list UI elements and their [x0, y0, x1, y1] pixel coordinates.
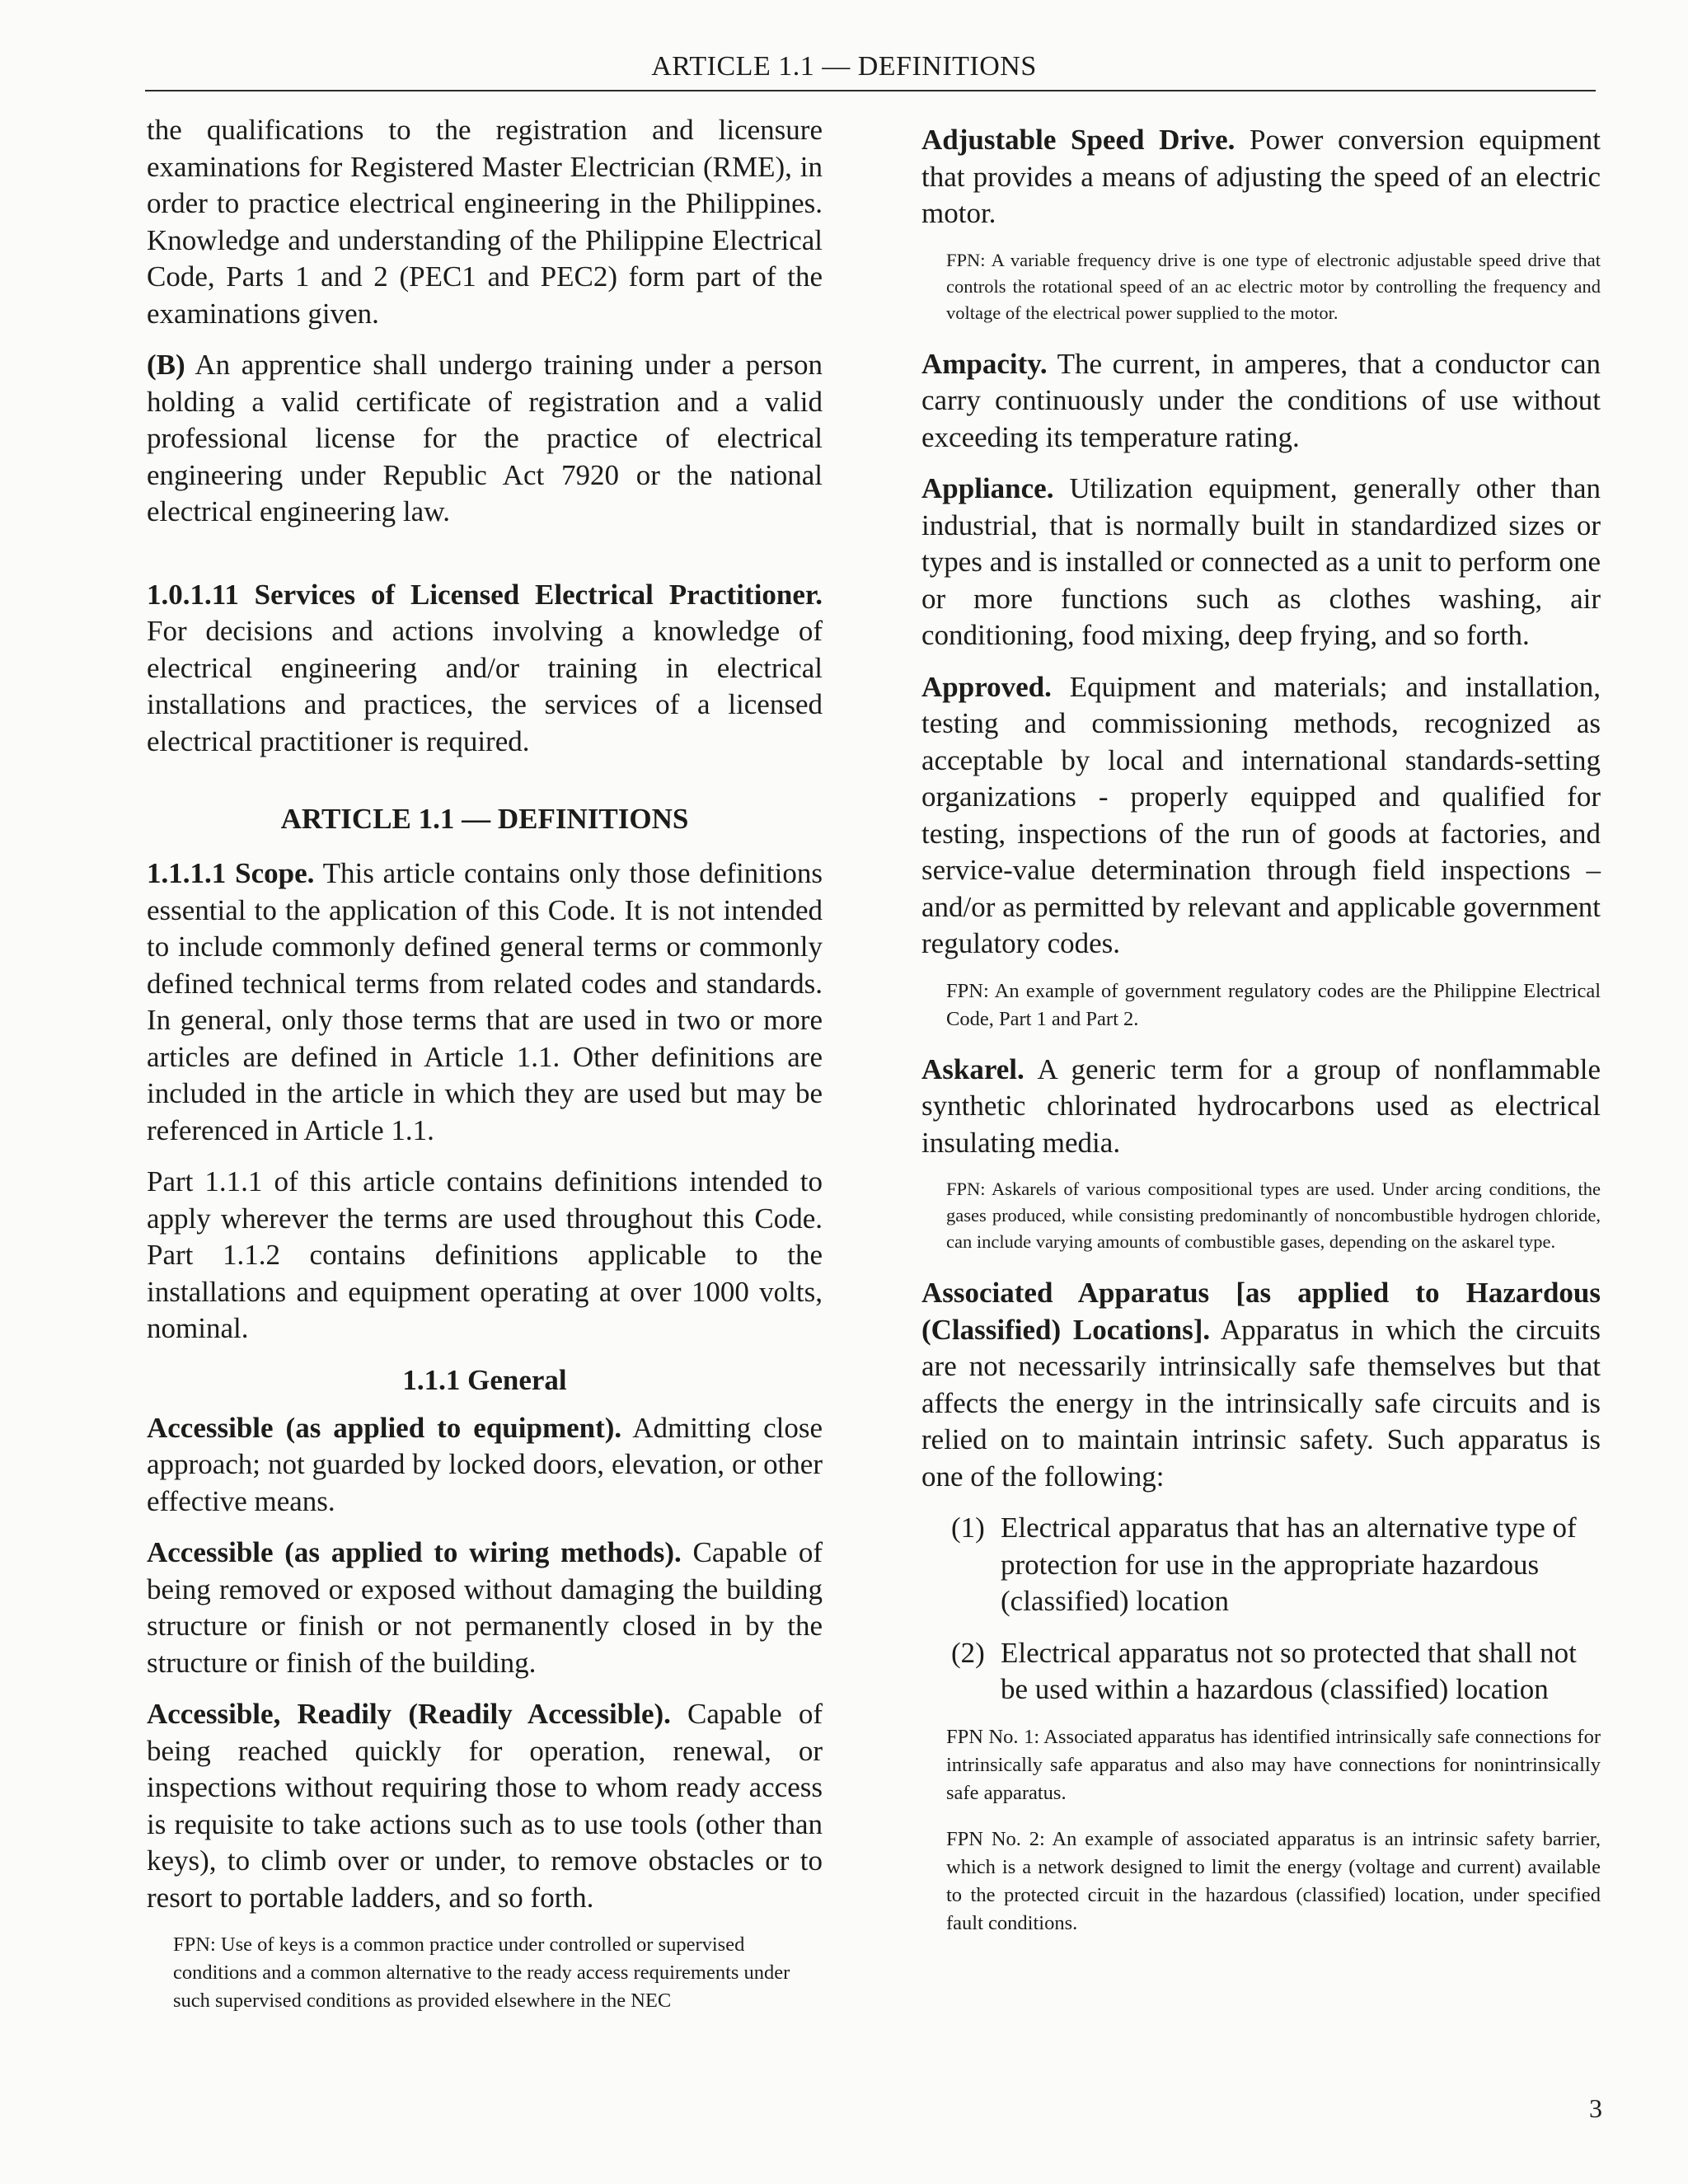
- section-1-0-1-11-text: For decisions and actions involving a knowledge of electrical engineering and/or training in electrical installations and practices, the services of a licensed electrical practitioner is required.: [147, 615, 823, 757]
- definition-text: Power conversion equipment that provides a means of adjusting the speed of an electric motor.: [921, 124, 1601, 229]
- definition-text: Admitting close approach; not guarded by locked doors, elevation, or other effective means.: [147, 1411, 823, 1517]
- left-column: [147, 112, 823, 2032]
- definition-accessible-equipment: [147, 1410, 823, 1521]
- fpn-regulatory: FPN: An example of government regulatory codes are the Philippine Electrical Code, Part 1 and Part 2.: [946, 979, 1601, 1030]
- general-heading: 1.1.1 General: [402, 1363, 567, 1396]
- scope-heading: 1.1.1.1 Scope.: [147, 857, 315, 889]
- paragraph-b-text: An apprentice shall undergo training under a person holding a valid certificate of registration and a valid professional license for the practice of electrical engineering under Republic Act 7920 or the national electrical engineering law.: [147, 349, 823, 527]
- definition-text: Utilization equipment, generally other than industrial, that is normally built in standardized sizes or types and is installed or connected as a unit to perform one or more functions such as clothes washing, air conditioning, food mixing, deep frying, and so forth.: [921, 472, 1601, 651]
- article-heading: ARTICLE 1.1 — DEFINITIONS: [280, 803, 689, 835]
- list-item-number: (1): [951, 1511, 985, 1544]
- definition-term: Associated Apparatus [as applied to Hazardous (Classified) Locations].: [921, 1277, 1601, 1346]
- definition-accessible-readily: [147, 1696, 823, 1916]
- fpn-keys: FPN: Use of keys is a common practice under controlled or supervised conditions and a common alternative to the ready access requirements under such supervised conditions as provided elsewhere in the NEC: [173, 1933, 790, 2012]
- definition-term: Ampacity.: [921, 347, 1048, 380]
- definition-appliance: [921, 471, 1601, 654]
- list-item-text: Electrical apparatus that has an alternative type of protection for use in the appropriate hazardous (classified) location: [1001, 1511, 1577, 1617]
- definition-term: Adjustable Speed Drive.: [921, 124, 1236, 156]
- header-rule: [145, 90, 1596, 91]
- right-column: [921, 122, 1601, 1956]
- definition-term: Askarel.: [921, 1052, 1025, 1085]
- definition-term: Accessible (as applied to equipment).: [147, 1411, 622, 1444]
- definition-approved: [921, 669, 1601, 963]
- definition-text: Capable of being reached quickly for operation, renewal, or inspections without requiring those to whom ready access is requisite to take actions such as to use tools (other than keys), to climb over or under, to remove obstacles or to resort to portable ladders, and so forth.: [147, 1698, 823, 1914]
- definition-text: Capable of being removed or exposed without damaging the building structure or finish or not permanently closed in by the structure or finish of the building.: [147, 1536, 823, 1679]
- definition-text: Apparatus in which the circuits are not necessarily intrinsically safe themselves but that affects the energy in the intrinsically safe circuits and is relied on to maintain intrinsic safety. Such apparatus is one of the following:: [921, 1313, 1601, 1493]
- definition-text: Equipment and materials; and installation, testing and commissioning methods, recognized as acceptable by local and international standards-setting organizations - properly equipped and qualified for testing, inspections of the run of goods at factories, and service-value determination through field inspections – and/or as permitted by relevant and applicable government regulatory codes.: [921, 670, 1601, 959]
- list-item: [921, 1510, 1601, 1620]
- fpn-no-1: FPN No. 1: Associated apparatus has identified intrinsically safe connections for intrinsically safe apparatus and also may have connections for nonintrinsically safe apparatus.: [946, 1725, 1601, 1804]
- fpn-askarel: FPN: Askarels of various compositional types are used. Under arcing conditions, the gases produced, while consisting predominantly of noncombustible hydrogen chloride, can include varying amounts of combustible gases, depending on the askarel type.: [946, 1179, 1601, 1252]
- list-item-number: (2): [951, 1636, 985, 1669]
- definition-ampacity: [921, 346, 1601, 457]
- part-paragraph: Part 1.1.1 of this article contains definitions intended to apply wherever the terms are used throughout this Code. Part 1.1.2 contains definitions applicable to the installations and equipment operating at over 1000 volts, nominal.: [147, 1165, 823, 1344]
- running-header: ARTICLE 1.1 — DEFINITIONS: [651, 51, 1037, 82]
- definition-term: Accessible (as applied to wiring methods).: [147, 1536, 682, 1568]
- fpn-vfd: FPN: A variable frequency drive is one type of electronic adjustable speed drive that controls the rotational speed of an ac electric motor by controlling the frequency and voltage of the electrical power supplied to the motor.: [946, 249, 1601, 323]
- list-item-text: Electrical apparatus not so protected that shall not be used within a hazardous (classified) location: [1001, 1636, 1577, 1705]
- paragraph-b: [147, 347, 823, 531]
- section-1-0-1-11: [147, 577, 823, 761]
- intro-paragraph: the qualifications to the registration and licensure examinations for Registered Master Electrician (RME), in order to practice electrical engineering in the Philippines. Knowledge and understanding of the Philippine Electrical Code, Parts 1 and 2 (PEC1 and PEC2) form part of the examinations given.: [147, 114, 823, 330]
- section-1-0-1-11-heading: 1.0.1.11 Services of Licensed Electrical Practitioner.: [147, 578, 823, 611]
- definition-term: Accessible, Readily (Readily Accessible).: [147, 1698, 671, 1730]
- definition-text: A generic term for a group of nonflammable synthetic chlorinated hydrocarbons used as electrical insulating media.: [921, 1052, 1601, 1159]
- definition-accessible-wiring: [147, 1535, 823, 1681]
- page-number: 3: [1589, 2093, 1602, 2123]
- definition-associated-apparatus: [921, 1275, 1601, 1495]
- definition-term: Approved.: [921, 670, 1052, 703]
- scope-paragraph: [147, 855, 823, 1149]
- definition-term: Appliance.: [921, 472, 1054, 504]
- definition-text: The current, in amperes, that a conductor can carry continuously under the conditions of use without exceeding its temperature rating.: [921, 347, 1601, 453]
- definition-adjustable-speed-drive: [921, 122, 1601, 232]
- list-item: [921, 1635, 1601, 1708]
- scope-text: This article contains only those definitions essential to the application of this Code. It is not intended to include commonly defined general terms or commonly defined technical terms from related codes and standards. In general, only those terms that are used in two or more articles are defined in Article 1.1. Other definitions are included in the article in which they are used but may be referenced in Article 1.1.: [147, 857, 823, 1146]
- fpn-no-2: FPN No. 2: An example of associated apparatus is an intrinsic safety barrier, which is a network designed to limit the energy (voltage and current) available to the protected circuit in the hazardous (classified) location, under specified fault conditions.: [946, 1827, 1601, 1934]
- definition-askarel: [921, 1052, 1601, 1162]
- paragraph-b-label: (B): [147, 349, 185, 381]
